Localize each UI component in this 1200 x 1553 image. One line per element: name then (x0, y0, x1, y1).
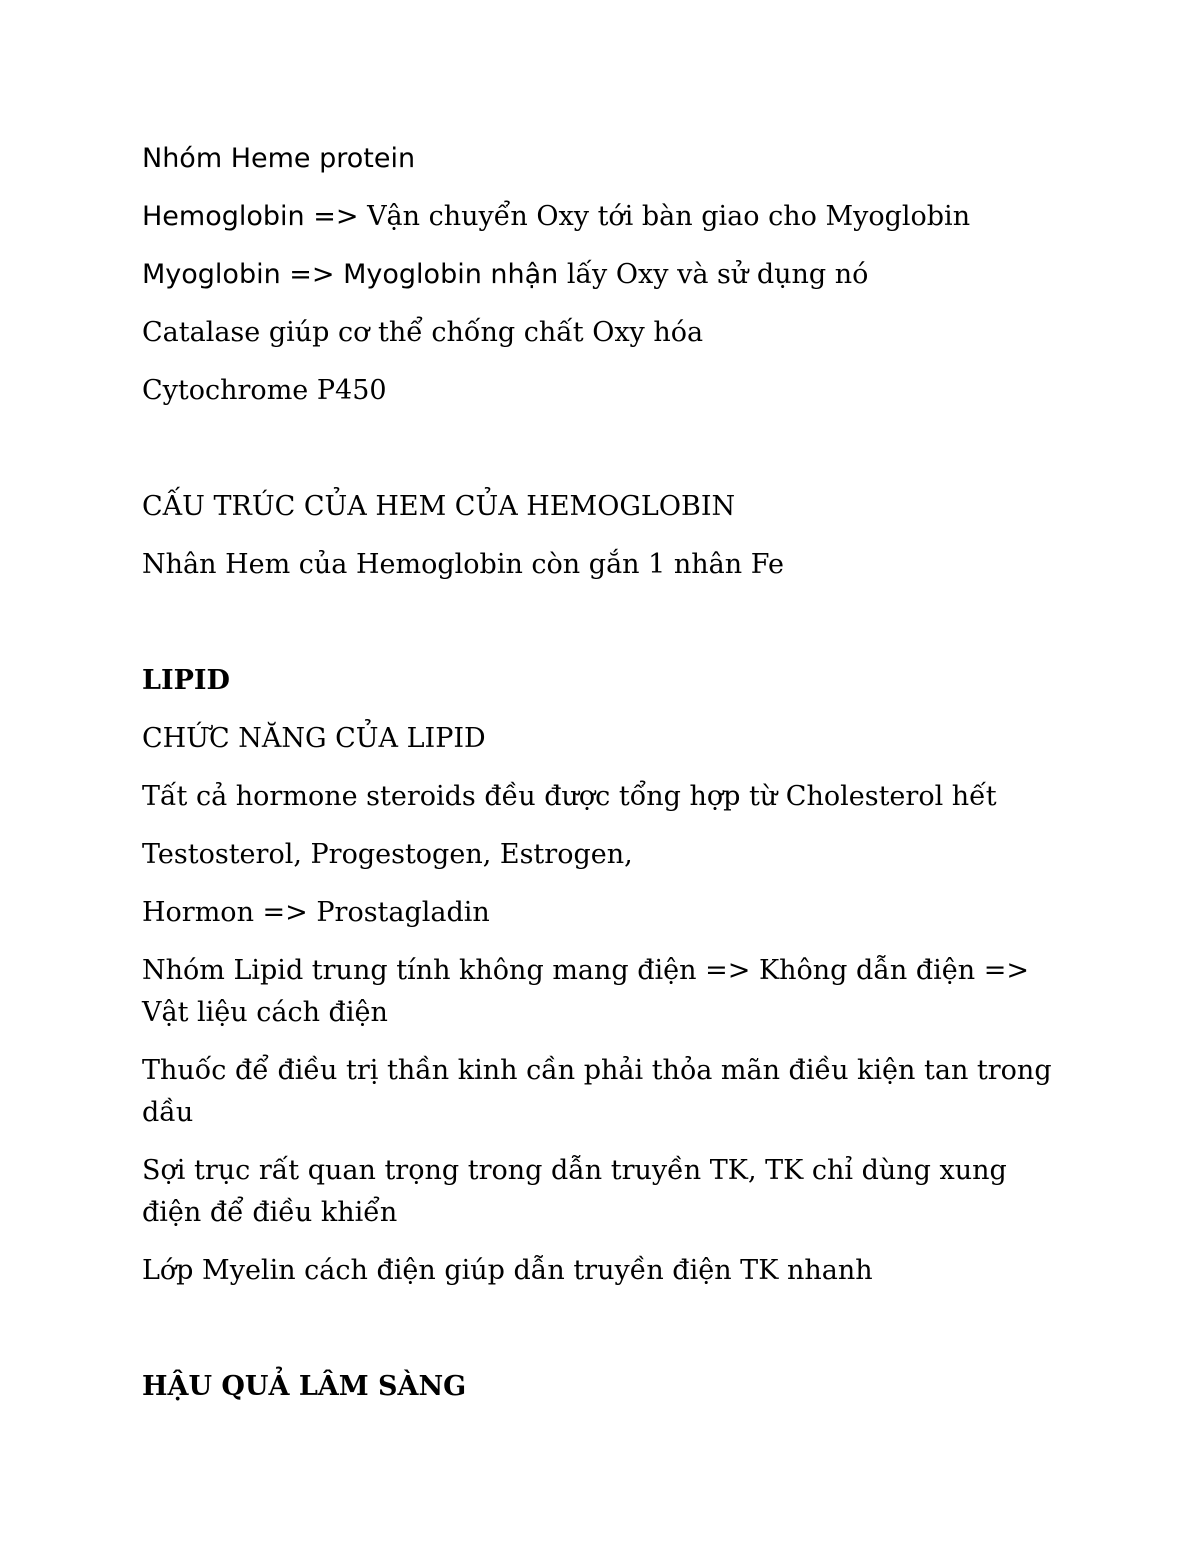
paragraph-myoglobin (142, 254, 1072, 296)
text-run: Myoglobin => Myoglobin nhận (142, 259, 567, 290)
paragraph-neutral-lipid (142, 950, 1072, 1034)
text-run: LIPID (142, 665, 230, 696)
text-run: HẬU QUẢ LÂM SÀNG (142, 1371, 467, 1402)
blank-line (142, 428, 1072, 486)
blank-line (142, 1308, 1072, 1366)
paragraph-hem-nucleus (142, 544, 1072, 586)
text-run: Catalase giúp cơ thể chống chất Oxy hóa (142, 317, 704, 348)
text-run: Testosterol, Progestogen, Estrogen, (142, 839, 633, 870)
text-run: Vận chuyển Oxy tới bàn giao cho Myoglobin (367, 201, 971, 232)
document-body (142, 138, 1072, 1424)
text-run: Cytochrome P450 (142, 375, 387, 406)
section-heading-lipid (142, 660, 1072, 702)
text-run: lấy Oxy và sử dụng nó (566, 259, 869, 290)
paragraph-hemoglobin (142, 196, 1072, 238)
blank-line (142, 602, 1072, 660)
text-run: Tất cả hormone steroids đều được tổng hợp từ Cholesterol hết (142, 781, 997, 812)
text-run: Lớp Myelin cách điện giúp dẫn truyền điện TK nhanh (142, 1255, 873, 1286)
text-run: Nhóm Lipid trung tính không mang điện => Không dẫn điện => Vật liệu cách điện (142, 955, 1029, 1028)
paragraph-cytochrome (142, 370, 1072, 412)
text-run: Hemoglobin => (142, 201, 368, 232)
paragraph-hormone-list (142, 834, 1072, 876)
text-run: Nhóm Heme protein (142, 143, 416, 174)
section-heading-heme-protein (142, 138, 1072, 180)
paragraph-myelin (142, 1250, 1072, 1292)
text-run: Nhân Hem của Hemoglobin còn gắn 1 nhân Fe (142, 549, 784, 580)
paragraph-axon (142, 1150, 1072, 1234)
text-run: Sợi trục rất quan trọng trong dẫn truyền TK, TK chỉ dùng xung điện để điều khiển (142, 1155, 1007, 1228)
text-run: CHỨC NĂNG CỦA LIPID (142, 723, 486, 754)
paragraph-nerve-drugs (142, 1050, 1072, 1134)
paragraph-catalase (142, 312, 1072, 354)
text-run: CẤU TRÚC CỦA HEM CỦA HEMOGLOBIN (142, 491, 736, 522)
paragraph-prostagladin (142, 892, 1072, 934)
section-heading-lipid-function (142, 718, 1072, 760)
text-run: Thuốc để điều trị thần kinh cần phải thỏa mãn điều kiện tan trong dầu (142, 1055, 1052, 1128)
section-heading-clinical-consequences (142, 1366, 1072, 1408)
section-heading-hem-structure (142, 486, 1072, 528)
text-run: Hormon => Prostagladin (142, 897, 490, 928)
paragraph-steroid-hormones (142, 776, 1072, 818)
